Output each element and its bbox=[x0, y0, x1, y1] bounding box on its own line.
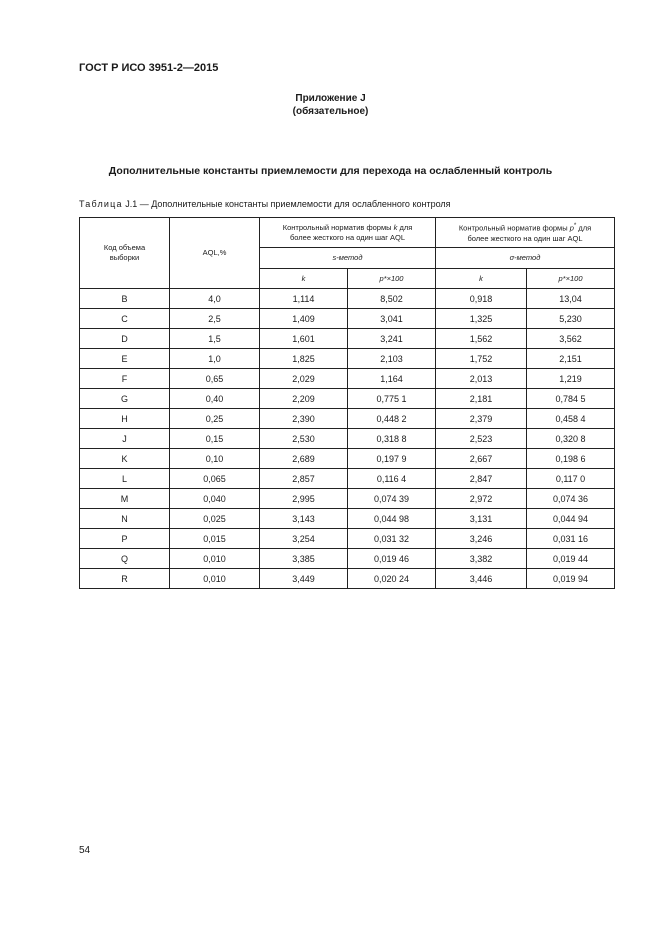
cell-s-k: 2,390 bbox=[260, 409, 348, 429]
cell-s-p: 1,164 bbox=[348, 369, 436, 389]
cell-aql: 0,10 bbox=[170, 449, 260, 469]
cell-sigma-p: 2,151 bbox=[527, 349, 615, 369]
cell-s-k: 3,143 bbox=[260, 509, 348, 529]
header-k-form-line1-post: для bbox=[397, 222, 413, 232]
cell-sigma-p: 0,117 0 bbox=[527, 469, 615, 489]
cell-s-k: 2,689 bbox=[260, 449, 348, 469]
cell-s-k: 2,209 bbox=[260, 389, 348, 409]
table-row bbox=[80, 549, 615, 569]
header-k-form-line1-pre: Контрольный норматив формы bbox=[282, 222, 394, 232]
cell-aql: 0,15 bbox=[170, 429, 260, 449]
cell-sigma-k: 0,918 bbox=[436, 289, 527, 309]
header-sigma-k: k bbox=[436, 269, 527, 289]
cell-aql: 0,015 bbox=[170, 529, 260, 549]
annex-title: Приложение J bbox=[295, 93, 366, 104]
cell-sigma-p: 0,074 36 bbox=[527, 489, 615, 509]
table-row bbox=[80, 509, 615, 529]
cell-s-p: 0,019 46 bbox=[348, 549, 436, 569]
cell-code: K bbox=[80, 449, 170, 469]
cell-s-p: 0,116 4 bbox=[348, 469, 436, 489]
cell-aql: 1,5 bbox=[170, 329, 260, 349]
cell-code: R bbox=[80, 569, 170, 589]
header-p-form-line1-post: для bbox=[576, 223, 592, 233]
header-p-form-line2: более жесткого на один шаг AQL bbox=[467, 233, 583, 243]
cell-sigma-k: 3,131 bbox=[436, 509, 527, 529]
cell-sigma-k: 2,379 bbox=[436, 409, 527, 429]
header-k-form-group bbox=[260, 218, 436, 248]
cell-sigma-p: 1,219 bbox=[527, 369, 615, 389]
cell-s-p: 0,197 9 bbox=[348, 449, 436, 469]
table-caption bbox=[79, 199, 451, 209]
cell-sigma-p: 13,04 bbox=[527, 289, 615, 309]
header-k-form-symbol: k bbox=[393, 222, 398, 232]
annex-status: (обязательное) bbox=[292, 106, 369, 117]
cell-sigma-k: 3,446 bbox=[436, 569, 527, 589]
cell-code: P bbox=[80, 529, 170, 549]
cell-code: C bbox=[80, 309, 170, 329]
cell-sigma-p: 0,198 6 bbox=[527, 449, 615, 469]
header-p-form-group bbox=[436, 218, 615, 248]
cell-s-k: 3,254 bbox=[260, 529, 348, 549]
header-s-k: k bbox=[260, 269, 348, 289]
cell-s-p: 0,020 24 bbox=[348, 569, 436, 589]
cell-aql: 0,40 bbox=[170, 389, 260, 409]
table-row bbox=[80, 349, 615, 369]
cell-aql: 0,025 bbox=[170, 509, 260, 529]
header-aql: AQL,% bbox=[170, 218, 260, 289]
cell-s-p: 0,031 32 bbox=[348, 529, 436, 549]
cell-aql: 4,0 bbox=[170, 289, 260, 309]
cell-aql: 0,65 bbox=[170, 369, 260, 389]
cell-aql: 0,010 bbox=[170, 549, 260, 569]
header-p-form-sup: * bbox=[573, 222, 577, 230]
cell-s-p: 0,074 39 bbox=[348, 489, 436, 509]
cell-sigma-p: 0,044 94 bbox=[527, 509, 615, 529]
table-row bbox=[80, 309, 615, 329]
cell-s-k: 2,857 bbox=[260, 469, 348, 489]
cell-s-p: 2,103 bbox=[348, 349, 436, 369]
cell-code: E bbox=[80, 349, 170, 369]
cell-sigma-k: 2,523 bbox=[436, 429, 527, 449]
document-code: ГОСТ Р ИСО 3951-2—2015 bbox=[79, 62, 219, 74]
cell-s-k: 1,825 bbox=[260, 349, 348, 369]
cell-s-k: 2,029 bbox=[260, 369, 348, 389]
cell-code: F bbox=[80, 369, 170, 389]
cell-sigma-p: 0,019 94 bbox=[527, 569, 615, 589]
cell-aql: 2,5 bbox=[170, 309, 260, 329]
cell-s-p: 0,775 1 bbox=[348, 389, 436, 409]
cell-sigma-k: 2,972 bbox=[436, 489, 527, 509]
constants-table bbox=[79, 217, 615, 589]
cell-s-p: 0,044 98 bbox=[348, 509, 436, 529]
cell-code: H bbox=[80, 409, 170, 429]
cell-sigma-p: 5,230 bbox=[527, 309, 615, 329]
table-caption-prefix: Таблица bbox=[79, 199, 123, 209]
cell-sigma-p: 0,019 44 bbox=[527, 549, 615, 569]
cell-aql: 1,0 bbox=[170, 349, 260, 369]
cell-s-k: 3,449 bbox=[260, 569, 348, 589]
cell-s-p: 0,318 8 bbox=[348, 429, 436, 449]
header-sigma-method: σ-метод bbox=[436, 248, 615, 269]
cell-s-p: 3,041 bbox=[348, 309, 436, 329]
section-title: Дополнительные константы приемлемости для перехода на ослабленный контроль bbox=[108, 165, 553, 177]
annex-heading bbox=[0, 92, 661, 118]
cell-code: L bbox=[80, 469, 170, 489]
cell-s-k: 1,601 bbox=[260, 329, 348, 349]
cell-sigma-k: 1,562 bbox=[436, 329, 527, 349]
table-row bbox=[80, 469, 615, 489]
cell-sigma-k: 1,325 bbox=[436, 309, 527, 329]
cell-code: G bbox=[80, 389, 170, 409]
cell-sigma-k: 2,013 bbox=[436, 369, 527, 389]
cell-sigma-k: 3,382 bbox=[436, 549, 527, 569]
table-row bbox=[80, 429, 615, 449]
cell-s-k: 2,530 bbox=[260, 429, 348, 449]
cell-sigma-p: 0,320 8 bbox=[527, 429, 615, 449]
cell-s-p: 8,502 bbox=[348, 289, 436, 309]
cell-aql: 0,040 bbox=[170, 489, 260, 509]
cell-sigma-p: 0,458 4 bbox=[527, 409, 615, 429]
cell-code: M bbox=[80, 489, 170, 509]
cell-code: B bbox=[80, 289, 170, 309]
table-row bbox=[80, 409, 615, 429]
cell-s-k: 1,114 bbox=[260, 289, 348, 309]
cell-sigma-k: 2,847 bbox=[436, 469, 527, 489]
cell-code: D bbox=[80, 329, 170, 349]
cell-s-p: 3,241 bbox=[348, 329, 436, 349]
cell-sigma-k: 2,181 bbox=[436, 389, 527, 409]
cell-sigma-p: 0,784 5 bbox=[527, 389, 615, 409]
header-k-form-line2: более жесткого на один шаг AQL bbox=[289, 232, 406, 242]
cell-sigma-p: 0,031 16 bbox=[527, 529, 615, 549]
table-caption-text: J.1 — Дополнительные константы приемлемости для ослабленного контроля bbox=[122, 199, 451, 209]
cell-code: N bbox=[80, 509, 170, 529]
table-row bbox=[80, 329, 615, 349]
header-sigma-p: p*×100 bbox=[527, 269, 615, 289]
table-row bbox=[80, 489, 615, 509]
header-p-form-symbol: p bbox=[569, 223, 574, 233]
cell-code: Q bbox=[80, 549, 170, 569]
cell-s-k: 3,385 bbox=[260, 549, 348, 569]
page-number: 54 bbox=[79, 845, 91, 856]
cell-s-k: 2,995 bbox=[260, 489, 348, 509]
table-body bbox=[80, 289, 615, 589]
cell-aql: 0,065 bbox=[170, 469, 260, 489]
cell-code: J bbox=[80, 429, 170, 449]
table-row bbox=[80, 389, 615, 409]
cell-s-k: 1,409 bbox=[260, 309, 348, 329]
header-s-p: p*×100 bbox=[348, 269, 436, 289]
cell-aql: 0,010 bbox=[170, 569, 260, 589]
table-row bbox=[80, 569, 615, 589]
header-p-form-line1-pre: Контрольный норматив формы bbox=[458, 223, 570, 233]
cell-sigma-k: 1,752 bbox=[436, 349, 527, 369]
cell-sigma-p: 3,562 bbox=[527, 329, 615, 349]
cell-aql: 0,25 bbox=[170, 409, 260, 429]
header-sample-size-code: Код объема выборки bbox=[80, 218, 170, 289]
table-row bbox=[80, 529, 615, 549]
cell-s-p: 0,448 2 bbox=[348, 409, 436, 429]
table-row bbox=[80, 369, 615, 389]
table-row bbox=[80, 289, 615, 309]
table-row bbox=[80, 449, 615, 469]
cell-sigma-k: 2,667 bbox=[436, 449, 527, 469]
cell-sigma-k: 3,246 bbox=[436, 529, 527, 549]
header-s-method: s-метод bbox=[260, 248, 436, 269]
